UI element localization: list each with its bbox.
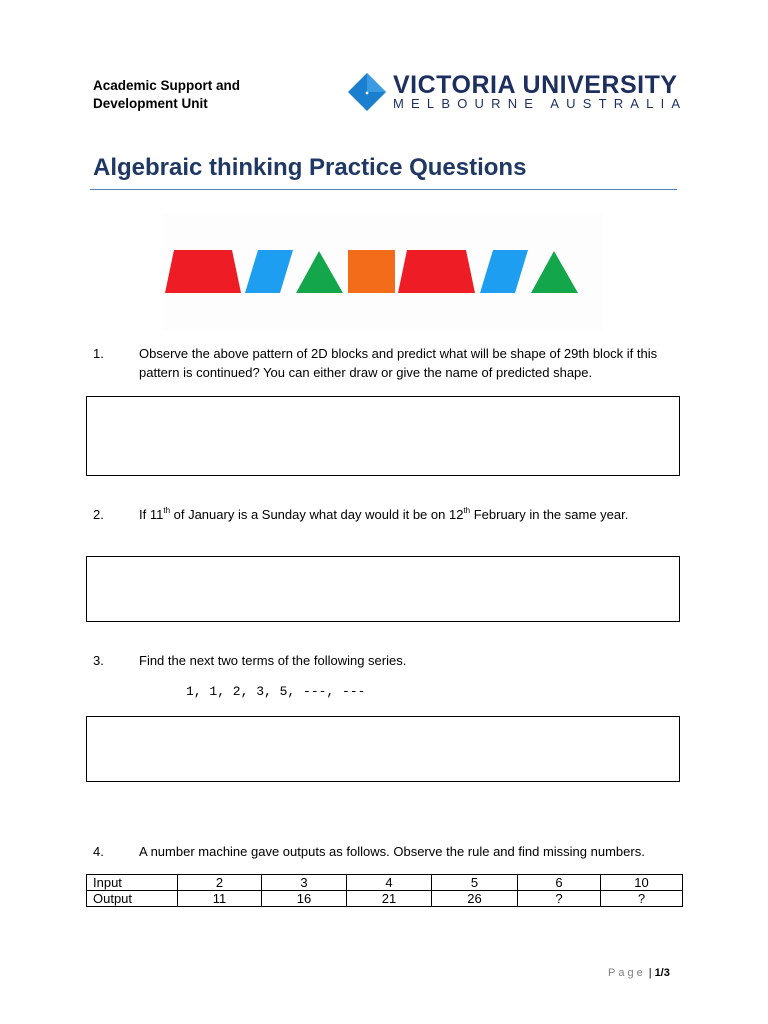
- answer-box-3[interactable]: [86, 716, 680, 782]
- question-number: 3.: [93, 653, 104, 668]
- table-cell: 5: [432, 875, 518, 891]
- block-pattern-figure: [162, 213, 602, 331]
- table-cell: 26: [432, 891, 518, 907]
- number-machine-table: [86, 874, 683, 907]
- table-cell: 3: [262, 875, 347, 891]
- question-line-1: Observe the above pattern of 2D blocks and predict what will be shape of 29th block if this: [139, 346, 658, 361]
- number-series: 1, 1, 2, 3, 5, ---, ---: [186, 684, 366, 699]
- table-cell: 11: [178, 891, 262, 907]
- department-line-1: Academic Support and: [93, 78, 241, 93]
- department-line-2: Development Unit: [93, 96, 208, 111]
- table-cell: 16: [262, 891, 347, 907]
- victoria-university-logo: [347, 71, 688, 113]
- table-cell: 10: [601, 875, 683, 891]
- logo-university-name: VICTORIA UNIVERSITY: [393, 71, 678, 99]
- table-row-input: [87, 875, 683, 891]
- table-row-output: [87, 891, 683, 907]
- page-number: 1/3: [654, 967, 670, 979]
- page-footer: [608, 967, 670, 979]
- red-trapezium-block: [165, 250, 241, 293]
- question-number: 1.: [93, 346, 104, 361]
- diamond-logo-icon: [347, 72, 387, 112]
- row-header-output: Output: [87, 891, 178, 907]
- red-trapezium-block: [398, 250, 475, 293]
- question-text: Find the next two terms of the following series.: [139, 653, 407, 668]
- table-cell: 4: [347, 875, 432, 891]
- question-number: 2.: [93, 507, 104, 522]
- question-text: [139, 344, 657, 382]
- footer-separator: |: [648, 967, 652, 979]
- table-cell: 21: [347, 891, 432, 907]
- table-cell-missing[interactable]: ?: [518, 891, 601, 907]
- logo-location: MELBOURNE AUSTRALIA: [393, 96, 688, 111]
- table-cell-missing[interactable]: ?: [601, 891, 683, 907]
- question-number: 4.: [93, 844, 104, 859]
- row-header-input: Input: [87, 875, 178, 891]
- table-cell: 6: [518, 875, 601, 891]
- department-name: [93, 77, 240, 113]
- orange-square-block: [348, 250, 395, 293]
- question-text: A number machine gave outputs as follows. Observe the rule and find missing numbers.: [139, 844, 645, 859]
- page-word: Page: [608, 967, 646, 979]
- title-divider: [90, 189, 677, 190]
- table-cell: 2: [178, 875, 262, 891]
- question-line-2: pattern is continued? You can either draw or give the name of predicted shape.: [139, 365, 593, 380]
- answer-box-2[interactable]: [86, 556, 680, 622]
- question-text: If 11th of January is a Sunday what day would it be on 12th February in the same year.: [139, 506, 629, 522]
- page-title: Algebraic thinking Practice Questions: [93, 154, 527, 181]
- answer-box-1[interactable]: [86, 396, 680, 476]
